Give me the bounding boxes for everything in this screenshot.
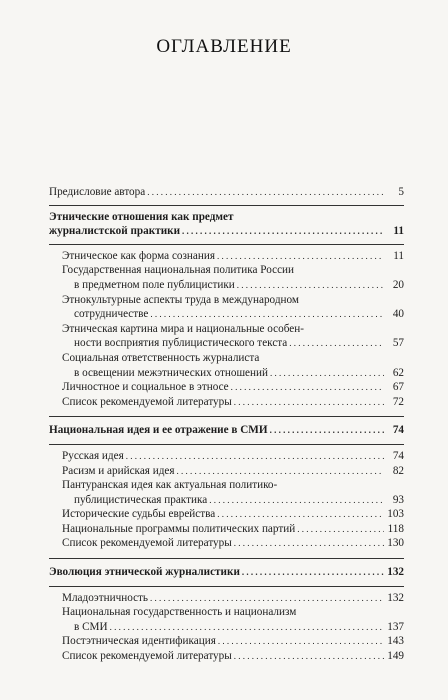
dot-leader [270,423,384,438]
toc-entry-label: Социальная ответственность журналиста [62,351,260,364]
toc-entry-label: журналистской практики [49,225,181,238]
toc-entry-label: Пантуранская идея как актуальная политико- [62,479,278,492]
toc-entry[interactable] [49,591,404,606]
divider [49,558,404,559]
toc-entry[interactable] [49,605,404,634]
toc-entry-label: Этнокультурные аспекты труда в международном [62,293,299,306]
toc-entry-label: Этнические отношения как предмет [49,210,234,223]
toc-entry[interactable] [49,507,404,522]
toc-entry-label: в СМИ [74,620,108,633]
toc-page-number: 62 [392,366,404,379]
page-title: ОГЛАВЛЕНИЕ [156,36,292,57]
toc-entry-preface[interactable] [49,185,404,200]
toc-page-number: 82 [392,464,404,477]
toc-page-number: 11 [393,249,404,262]
dot-leader [242,565,384,580]
dot-leader [234,395,384,410]
toc-page-number: 130 [387,537,404,550]
dot-leader [147,185,384,200]
dot-leader [217,249,384,264]
toc-entry-label: Национальная идея и ее отражение в СМИ [49,424,268,437]
toc-entry-label: Исторические судьбы еврейства [62,508,216,521]
toc-entry-label: Эволюция этнической журналистики [49,566,240,579]
toc-entry-label: Русская идея [62,449,124,462]
divider [49,244,404,245]
dot-leader [126,449,384,464]
toc-entry-label: Список рекомендуемой литературы [62,650,232,663]
toc-entry-label: в освещении межэтнических отношений [74,366,268,379]
dot-leader [234,536,384,551]
dot-leader [270,366,384,381]
divider [49,444,404,445]
toc-entry[interactable] [49,449,404,464]
toc-entry-label: Список рекомендуемой литературы [62,395,232,408]
toc-entry-label: Национальная государственность и национализм [62,606,297,619]
toc-entry-label: Национальные программы политических партий [62,522,296,535]
dot-leader [218,634,384,649]
toc-page-number: 103 [387,508,404,521]
toc-page-number: 67 [392,381,404,394]
dot-leader [289,336,384,351]
toc-entry-label: Постэтническая идентификация [62,635,216,648]
toc-entry[interactable] [49,649,404,664]
dot-leader [182,224,384,239]
toc-entry-label: Этническая картина мира и национальные особен- [62,322,304,335]
toc-section-1[interactable] [49,210,404,239]
toc-entry-label: сотрудничестве [74,308,149,321]
toc-page-number: 5 [398,186,404,198]
toc-page-number: 93 [392,493,404,506]
toc-entry-label: Государственная национальная политика России [62,264,295,277]
dot-leader [234,649,384,664]
dot-leader [110,620,384,635]
table-of-contents [49,185,404,664]
toc-entry-label: публицистическая практика [74,493,208,506]
toc-entry[interactable] [49,380,404,395]
toc-entry[interactable] [49,263,404,292]
toc-page-number: 132 [387,566,404,579]
divider [49,416,404,417]
dot-leader [237,278,384,293]
toc-page-number: 11 [393,225,404,238]
dot-leader [150,307,384,322]
toc-section-2[interactable] [49,423,404,438]
toc-entry[interactable] [49,634,404,649]
toc-page-number: 137 [387,620,404,633]
toc-entry[interactable] [49,322,404,351]
toc-page-number: 132 [387,591,404,604]
toc-entry-label: в предметном поле публицистики [74,278,235,291]
toc-page-number: 57 [392,337,404,350]
dot-leader [231,380,384,395]
toc-entry-label: ности восприятия публицистического текста [74,337,288,350]
toc-entry[interactable] [49,293,404,322]
dot-leader [150,591,384,606]
toc-page-number: 149 [387,650,404,663]
divider [49,205,404,206]
toc-page-number: 143 [387,635,404,648]
divider [49,586,404,587]
toc-entry-label: Этническое как форма сознания [62,249,215,262]
toc-entry[interactable] [49,536,404,551]
toc-page-number: 20 [392,278,404,291]
toc-entry[interactable] [49,522,404,537]
dot-leader [177,464,384,479]
toc-page-number: 72 [392,395,404,408]
dot-leader [217,507,384,522]
toc-page-number: 74 [392,424,404,437]
toc-page-number: 40 [392,308,404,321]
toc-page-number: 118 [387,522,404,535]
toc-entry[interactable] [49,464,404,479]
toc-entry[interactable] [49,351,404,380]
dot-leader [297,522,384,537]
toc-entry-label: Предисловие автора [49,186,146,198]
toc-entry-label: Список рекомендуемой литературы [62,537,232,550]
dot-leader [209,493,384,508]
toc-entry[interactable] [49,249,404,264]
toc-entry[interactable] [49,478,404,507]
toc-entry-label: Расизм и арийская идея [62,464,175,477]
toc-entry-label: Личностное и социальное в этносе [62,381,229,394]
toc-entry-label: Младоэтничность [62,591,149,604]
toc-page-number: 74 [392,449,404,462]
toc-section-3[interactable] [49,565,404,580]
toc-entry[interactable] [49,395,404,410]
